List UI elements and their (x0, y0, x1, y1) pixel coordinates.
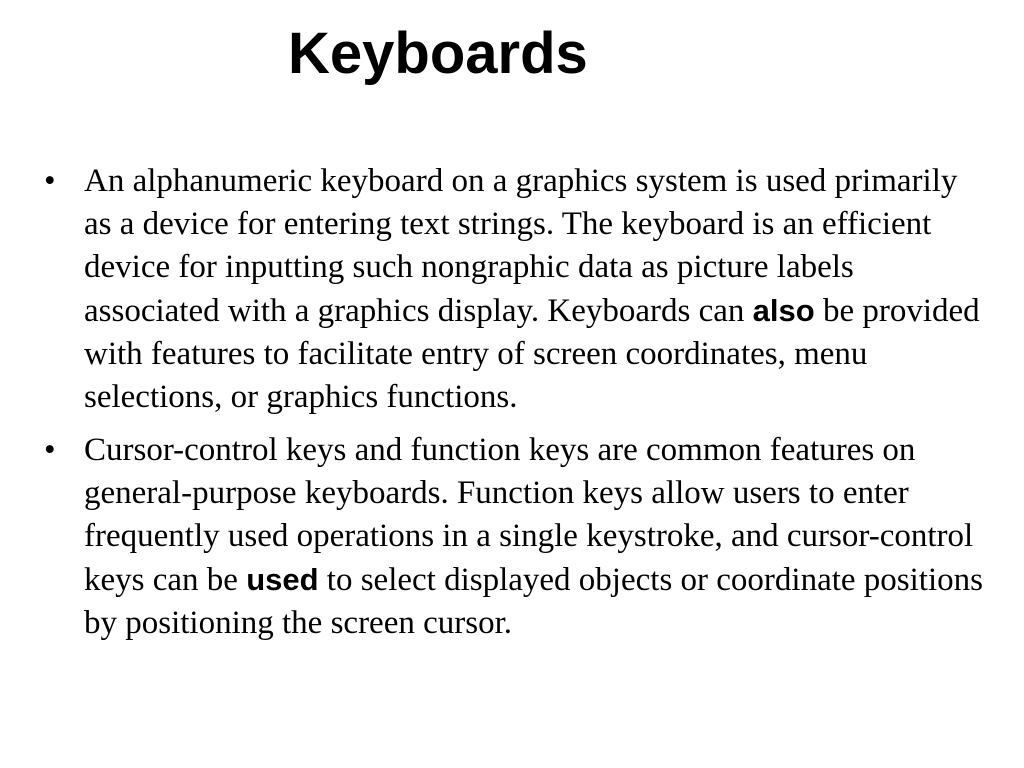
emphasized-word: used (246, 562, 319, 597)
slide-title: Keyboards (288, 21, 588, 86)
bullet-text-part: An alphanumeric keyboard on a graphics system is used primarily as a device for entering text strings. The keyboard is an efficient device for inputting such nongraphic data as picture labels associated with a graphics display. Keyboards can (84, 163, 958, 329)
bullet-item-keyboard-text-entry (44, 160, 984, 419)
bullet-text-part: to select displayed objects or coordinate positions by positioning the screen cursor. (84, 562, 983, 641)
bullet-item-cursor-function-keys (44, 429, 984, 645)
emphasized-word: also (752, 293, 815, 328)
bullet-icon: • (44, 163, 56, 199)
bullet-text-part: Cursor-control keys and function keys are common features on general-purpose keyboards. Function keys allow users to enter frequently used operations in a single keystroke, and cursor-control keys can be (84, 432, 974, 598)
bullet-text-part: be provided with features to facilitate entry of screen coordinates, menu selections, or graphics functions. (84, 293, 980, 415)
bullet-icon: • (44, 432, 56, 468)
bullet-list (44, 160, 984, 655)
